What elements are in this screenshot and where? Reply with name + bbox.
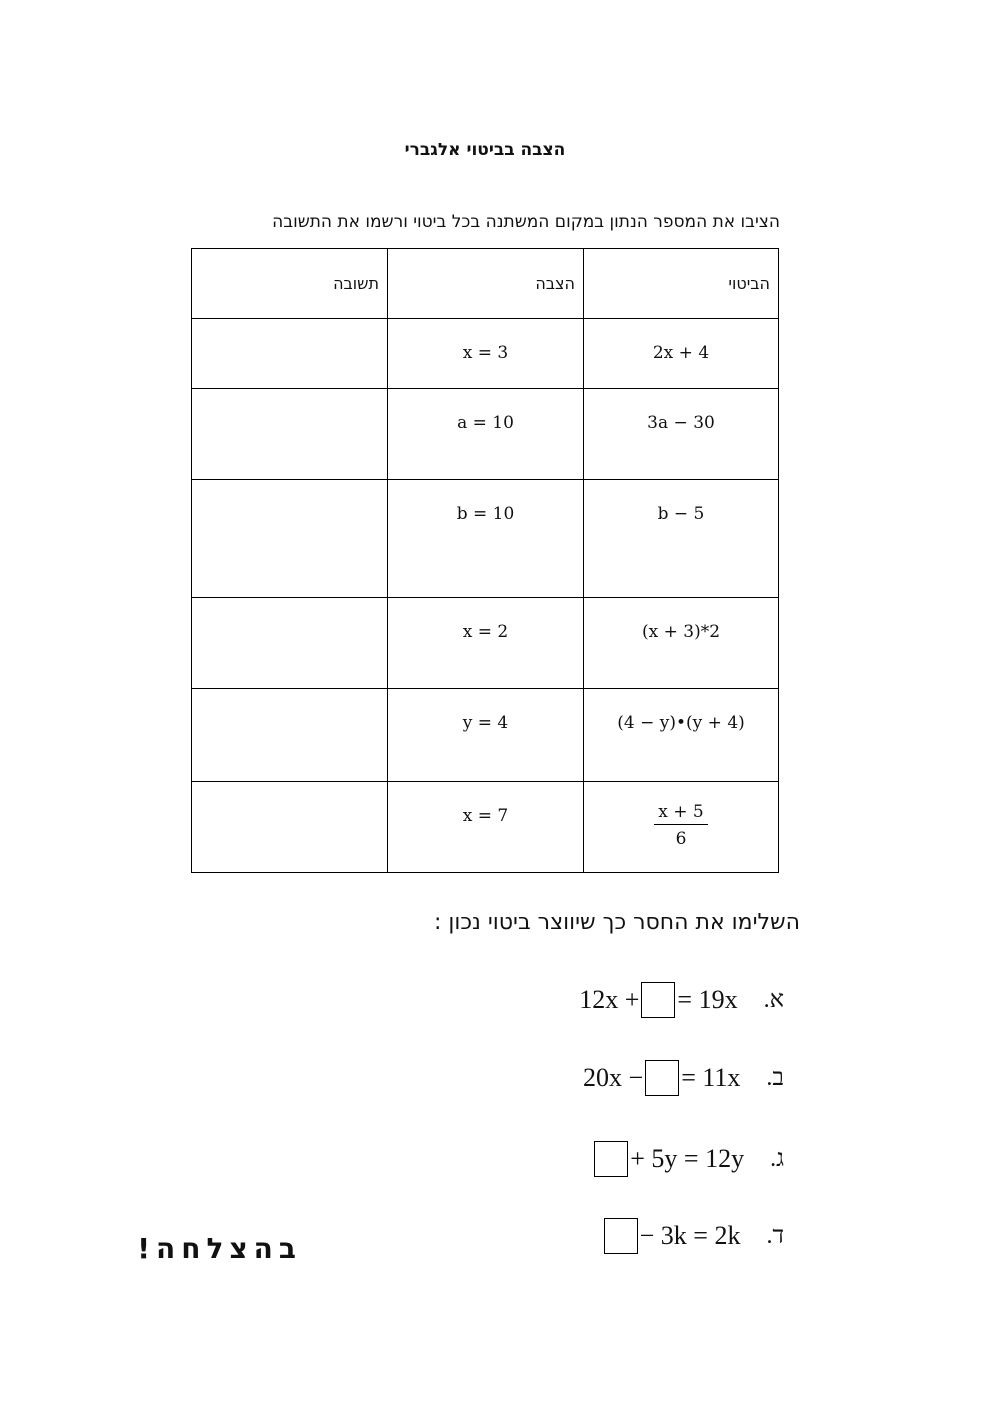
header-substitution: הצבה bbox=[388, 249, 584, 319]
equation-right: − 3k = 2k bbox=[639, 1221, 741, 1250]
blank-box[interactable] bbox=[645, 1060, 679, 1096]
answer-cell[interactable] bbox=[192, 389, 388, 480]
table-row bbox=[192, 319, 779, 389]
answer-cell[interactable] bbox=[192, 598, 388, 689]
equation-right: = 11x bbox=[681, 1063, 741, 1092]
fraction bbox=[654, 802, 707, 850]
substitution-cell: y = 4 bbox=[388, 689, 584, 782]
table-row bbox=[192, 689, 779, 782]
expression-cell: 2*(3 + x) bbox=[584, 598, 779, 689]
expression-cell: 30 − 3a bbox=[584, 389, 779, 480]
substitution-table bbox=[191, 248, 779, 873]
item-letter: ג. bbox=[770, 1145, 784, 1172]
equation-row bbox=[583, 1060, 784, 1096]
substitution-cell: x = 3 bbox=[388, 319, 584, 389]
table-row bbox=[192, 480, 779, 598]
table-row bbox=[192, 389, 779, 480]
equation-right: + 5y = 12y bbox=[630, 1144, 745, 1173]
answer-cell[interactable] bbox=[192, 319, 388, 389]
item-letter: א. bbox=[763, 986, 784, 1013]
substitution-cell: x = 2 bbox=[388, 598, 584, 689]
header-expression: הביטוי bbox=[584, 249, 779, 319]
instruction-text: הציבו את המספר הנתון במקום המשתנה בכל ביטוי ורשמו את התשובה bbox=[272, 212, 780, 232]
header-answer: תשובה bbox=[192, 249, 388, 319]
table-header-row bbox=[192, 249, 779, 319]
table-row bbox=[192, 598, 779, 689]
substitution-cell: a = 10 bbox=[388, 389, 584, 480]
answer-cell[interactable] bbox=[192, 480, 388, 598]
substitution-cell: b = 10 bbox=[388, 480, 584, 598]
blank-box[interactable] bbox=[604, 1218, 638, 1254]
equation-left: 20x − bbox=[583, 1063, 644, 1092]
item-letter: ב. bbox=[766, 1064, 784, 1091]
fill-in-heading: השלימו את החסר כך שיווצר ביטוי נכון : bbox=[434, 910, 800, 935]
expression-cell bbox=[584, 782, 779, 873]
substitution-cell: x = 7 bbox=[388, 782, 584, 873]
good-luck-text: בהצלחה! bbox=[137, 1232, 302, 1265]
table-row bbox=[192, 782, 779, 873]
equation-left: 12x + bbox=[579, 985, 640, 1014]
fraction-numerator: x + 5 bbox=[654, 802, 707, 825]
equation-right: = 19x bbox=[677, 985, 738, 1014]
blank-box[interactable] bbox=[641, 982, 675, 1018]
expression-cell: b − 5 bbox=[584, 480, 779, 598]
item-letter: ד. bbox=[766, 1222, 784, 1249]
expression-cell: 2x + 4 bbox=[584, 319, 779, 389]
expression-cell: (4 + y)•(4 − y) bbox=[584, 689, 779, 782]
equation-row bbox=[602, 1218, 784, 1254]
page-title: הצבה בביטוי אלגברי bbox=[404, 140, 566, 160]
equation-row bbox=[579, 982, 784, 1018]
equation-row bbox=[592, 1141, 784, 1177]
blank-box[interactable] bbox=[594, 1141, 628, 1177]
fraction-denominator: 6 bbox=[675, 829, 687, 850]
answer-cell[interactable] bbox=[192, 689, 388, 782]
answer-cell[interactable] bbox=[192, 782, 388, 873]
